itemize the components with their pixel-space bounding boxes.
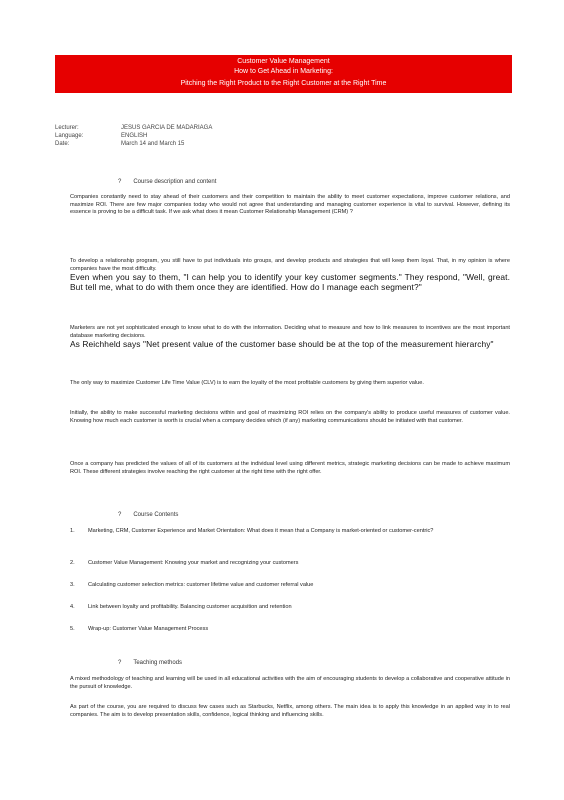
date-value: March 14 and March 15 [121,141,185,147]
list-item [70,560,510,568]
section-marker: ? [118,512,122,518]
date-label: Date: [55,141,70,147]
lecturer-value: JESUS GARCIA DE MADARIAGA [121,125,213,131]
language-label: Language: [55,133,84,139]
list-item-number: 4. [70,604,75,610]
language-value: ENGLISH [121,133,148,139]
section-heading-contents [118,512,178,518]
paragraph-relationship-text: To develop a relationship program, you still have to put individuals into groups, and develop products and strategies that will keep them loyal. That, in my opinion is where companies have the most difficulty. [70,258,510,272]
list-item [70,582,510,590]
list-item-text: Link between loyalty and profitability. Balancing customer acquisition and retention [88,604,292,610]
section-marker: ? [118,660,122,666]
paragraph-strategies: Once a company has predicted the values of all of its customers at the individual level using different metrics, strategic marketing decisions can be made to achieve maximum ROI. These different strategies involve reaching the right customer at the right time with the right offer. [70,461,510,475]
paragraph-measures: Initially, the ability to make successful marketing decisions within and goal of maximizing ROI relies on the company's ability to produce useful measures of customer value. Knowing how much each customer is worth is crucial when a company decides which (if any) marketing communications should be initiated with that customer. [70,410,510,424]
list-item [70,604,510,612]
list-item-number: 5. [70,626,75,632]
paragraph-intro: Companies constantly need to stay ahead of their customers and their competition to maintain the ability to meet customer expectations, improve customer relations, and maximize ROI. There are few major companies today who would not agree that understanding and managing customer experience is vital to survival. However, defining its essence is proving to be a difficult task. If we ask what does it mean Customer Relationship Management (CRM) ? [70,194,510,216]
list-item-number: 3. [70,582,75,588]
list-item-number: 1. [70,528,75,534]
paragraph-relationship [70,258,510,292]
list-item-text: Wrap-up: Customer Value Management Process [88,626,209,632]
paragraph-marketers [70,325,510,350]
paragraph-marketers-text: Marketers are not yet sophisticated enough to know what to do with the information. Deciding what to measure and how to link measures to incentives are the most important database marketing decisions. [70,325,510,339]
list-item [70,626,510,634]
list-item-number: 2. [70,560,75,566]
section-marker: ? [118,179,122,185]
list-item-text: Customer Value Management: Knowing your market and recognizing your customers [88,560,299,566]
paragraph-cases: As part of the course, you are required to discuss few cases such as Starbucks, Netflix, among others. The main idea is to apply this knowledge in an applied way in to real companies. The aim is to develop presentation skills, confidence, logical thinking and influencing skills. [70,704,510,718]
section-heading-teaching [118,660,182,666]
course-meta [55,124,212,148]
list-item-text: Calculating customer selection metrics: customer lifetime value and customer referral value [88,582,314,588]
banner-title-line-1: Customer Value Management [237,58,330,65]
section-title: Course Contents [133,512,179,518]
section-title: Course description and content [133,179,217,185]
lecturer-label: Lecturer: [55,125,79,131]
banner-title-line-3: Pitching the Right Product to the Right Customer at the Right Time [180,80,387,87]
list-item [70,528,510,536]
title-banner [55,55,512,93]
section-title: Teaching methods [133,660,183,666]
paragraph-methodology: A mixed methodology of teaching and learning will be used in all educational activities with the aim of encouraging students to develop a collaborative and cooperative attitude in the pursuit of knowledge. [70,676,510,690]
section-heading-description [118,179,216,185]
banner-title-line-2: How to Get Ahead in Marketing: [234,68,333,75]
list-item-text: Marketing, CRM, Customer Experience and Market Orientation: What does it mean that a Company is market-oriented or customer-centric? [88,528,434,534]
paragraph-clv: The only way to maximize Customer Life Time Value (CLV) is to earn the loyalty of the most profitable customers by giving them superior value. [70,380,424,386]
quote-segments: Even when you say to them, "I can help you to identify your key customer segments." They respond, "Well, great. But tell me, what to do with them once they are identified. How do I manage each segment?" [70,272,510,292]
quote-reichheld: As Reichheld says "Net present value of the customer base should be at the top of the measurement hierarchy" [70,339,494,350]
